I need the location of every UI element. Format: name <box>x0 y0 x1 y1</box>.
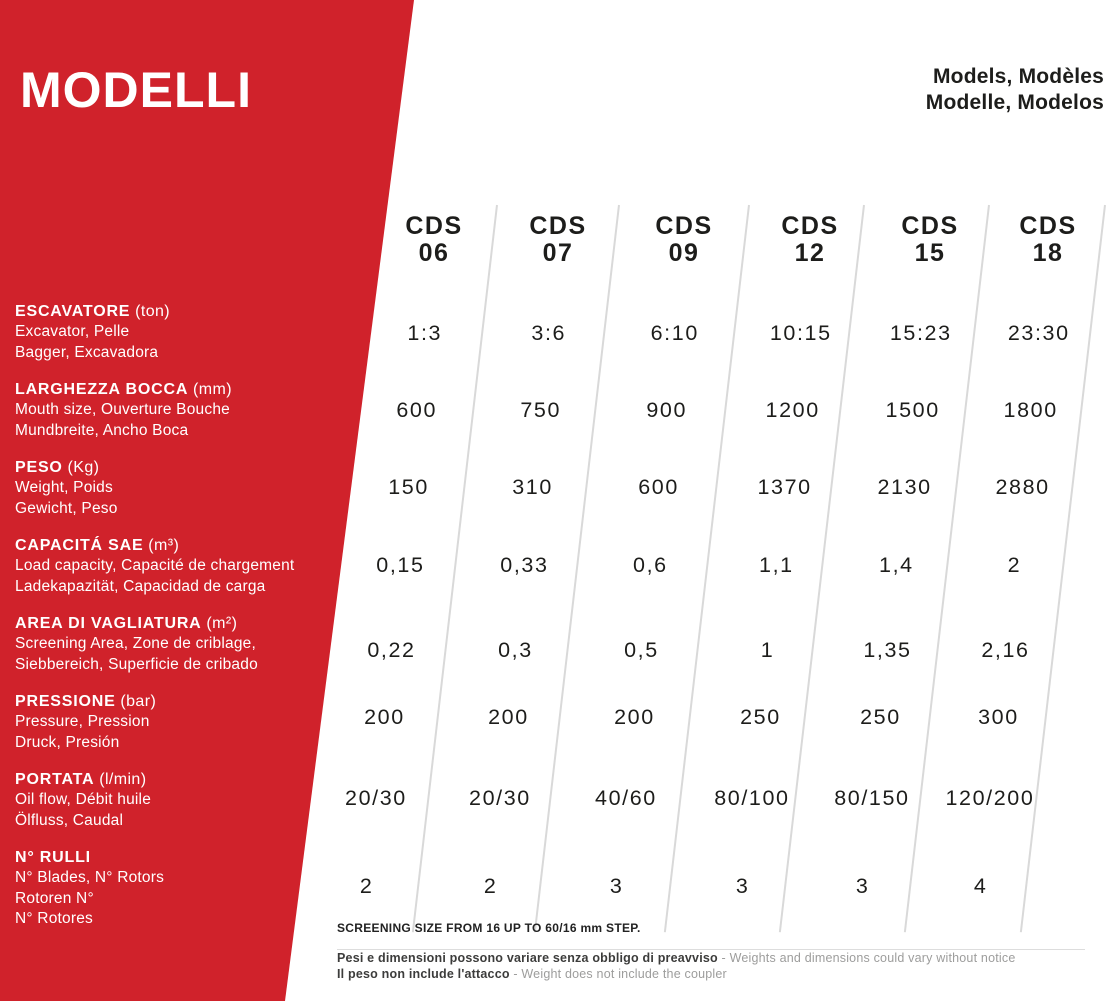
column-header-series: CDS <box>655 212 713 240</box>
table-cell: 3 <box>855 874 870 898</box>
table-cell: 2 <box>1007 553 1022 577</box>
table-cell: 1,1 <box>759 553 794 577</box>
table-cell: 20/30 <box>469 786 531 810</box>
row-label <box>15 613 360 675</box>
table-cell: 1800 <box>1003 398 1058 422</box>
row-label-name: N° RULLI <box>15 849 91 866</box>
row-label-unit: (m³) <box>143 537 180 554</box>
column-header-model: 06 <box>418 239 450 267</box>
row-label-unit: (ton) <box>130 303 171 320</box>
row-label-translation: Weight, Poids <box>15 479 113 496</box>
table-cell: 2880 <box>995 475 1050 499</box>
row-label-translation: Ölfluss, Caudal <box>15 811 124 829</box>
table-cell: 250 <box>860 705 901 729</box>
table-cell: 2 <box>359 874 374 898</box>
row-label <box>15 379 360 441</box>
column-header-model: 12 <box>794 239 826 267</box>
column-header-model: 09 <box>668 239 700 267</box>
table-cell: 200 <box>364 705 405 729</box>
table-cell: 200 <box>614 705 655 729</box>
row-label-translation: Mundbreite, Ancho Boca <box>15 421 189 439</box>
table-cell: 1:3 <box>407 321 443 345</box>
row-label-unit: (m²) <box>201 615 238 632</box>
table-cell: 1500 <box>885 398 940 422</box>
table-cell: 20/30 <box>345 786 407 810</box>
footer-note-weights <box>337 951 1016 967</box>
footer-note-weights-it: Pesi e dimensioni possono variare senza obbligo di preavviso <box>337 951 718 965</box>
row-label-name: PESO <box>15 459 63 476</box>
row-label-unit: (Kg) <box>62 459 100 476</box>
row-label-unit: (mm) <box>188 381 232 398</box>
row-label-title <box>15 301 360 322</box>
subtitle-line-1: Models, Modèles <box>932 65 1104 88</box>
table-cell: 750 <box>520 398 561 422</box>
row-label-translation: Gewicht, Peso <box>15 499 118 517</box>
table-cell: 0,3 <box>498 638 533 662</box>
table-cell: 250 <box>740 705 781 729</box>
table-cell: 3 <box>609 874 624 898</box>
table-cell: 300 <box>978 705 1019 729</box>
footer-note-weights-en: - Weights and dimensions could vary without notice <box>717 951 1016 965</box>
row-label-translation: Bagger, Excavadora <box>15 343 159 361</box>
row-label-name: PORTATA <box>15 771 95 788</box>
row-label-unit: (l/min) <box>94 771 147 788</box>
table-cell: 2 <box>483 874 498 898</box>
column-header-model: 07 <box>542 239 574 267</box>
footer-note-coupler <box>337 967 1016 983</box>
table-cell: 2130 <box>877 475 932 499</box>
table-cell: 310 <box>512 475 553 499</box>
row-label-name: AREA DI VAGLIATURA <box>15 615 202 632</box>
row-label-translation: Load capacity, Capacité de chargement <box>15 557 295 574</box>
column-header <box>748 213 872 267</box>
column-header <box>372 213 496 267</box>
page-subtitle <box>926 64 1104 116</box>
subtitle-line-2: Modelle, Modelos <box>925 91 1104 114</box>
table-cell: 200 <box>488 705 529 729</box>
column-header <box>868 213 992 267</box>
row-label <box>15 769 360 831</box>
footer-note-coupler-it: Il peso non include l'attacco <box>337 966 510 981</box>
table-cell: 40/60 <box>595 786 657 810</box>
column-header <box>496 213 620 267</box>
footer-note-coupler-en: - Weight does not include the coupler <box>509 966 727 981</box>
row-label-title <box>15 613 360 634</box>
table-cell: 1200 <box>765 398 820 422</box>
column-header <box>622 213 746 267</box>
row-label-name: ESCAVATORE <box>15 303 131 320</box>
table-cell: 150 <box>388 475 429 499</box>
row-label-translation: Siebbereich, Superficie de cribado <box>15 655 258 673</box>
row-label-translation: Rotoren N° <box>15 889 94 907</box>
row-label-unit: (bar) <box>115 693 157 710</box>
table-cell: 23:30 <box>1007 321 1070 345</box>
column-header <box>986 213 1109 267</box>
table-cell: 0,6 <box>633 553 668 577</box>
row-label-name: CAPACITÁ SAE <box>15 537 144 554</box>
row-label-translation: Screening Area, Zone de criblage, <box>15 635 256 652</box>
row-label-title <box>15 535 360 556</box>
column-header-model: 18 <box>1032 239 1064 267</box>
footer-divider-line <box>337 949 1085 950</box>
row-label-translation: Druck, Presión <box>15 733 120 751</box>
table-cell: 600 <box>396 398 437 422</box>
row-label-translation: Ladekapazität, Capacidad de carga <box>15 577 266 595</box>
row-label-translation: Excavator, Pelle <box>15 323 130 340</box>
column-header-model: 15 <box>914 239 946 267</box>
row-label-translation: N° Rotores <box>15 910 93 927</box>
screening-size-note: SCREENING SIZE FROM 16 UP TO 60/16 mm STEP. <box>337 921 641 935</box>
table-cell: 10:15 <box>769 321 832 345</box>
table-cell: 1 <box>760 638 775 662</box>
table-cell: 2,16 <box>981 638 1030 662</box>
table-cell: 4 <box>973 874 988 898</box>
row-label-translation: Oil flow, Débit huile <box>15 791 152 808</box>
row-label <box>15 457 360 519</box>
column-header-series: CDS <box>781 212 839 240</box>
table-cell: 1,35 <box>863 638 912 662</box>
footer-notes <box>337 951 1016 982</box>
row-label-title <box>15 769 360 790</box>
table-cell: 1370 <box>757 475 812 499</box>
table-cell: 0,22 <box>367 638 416 662</box>
row-label-title <box>15 457 360 478</box>
row-label <box>15 535 360 597</box>
table-cell: 600 <box>638 475 679 499</box>
table-cell: 120/200 <box>945 786 1035 810</box>
row-label-translation: Mouth size, Ouverture Bouche <box>15 401 230 418</box>
column-header-series: CDS <box>405 212 463 240</box>
table-cell: 900 <box>646 398 687 422</box>
table-cell: 15:23 <box>889 321 952 345</box>
table-cell: 1,4 <box>879 553 914 577</box>
table-cell: 0,33 <box>500 553 549 577</box>
column-header-series: CDS <box>529 212 587 240</box>
row-label-title <box>15 379 360 400</box>
row-label-title <box>15 847 360 868</box>
row-label <box>15 691 360 753</box>
table-cell: 0,15 <box>376 553 425 577</box>
table-cell: 6:10 <box>650 321 699 345</box>
table-cell: 3:6 <box>531 321 567 345</box>
row-label-title <box>15 691 360 712</box>
column-header-series: CDS <box>1019 212 1077 240</box>
table-cell: 3 <box>735 874 750 898</box>
row-label-name: PRESSIONE <box>15 693 116 710</box>
row-label-name: LARGHEZZA BOCCA <box>15 381 189 398</box>
page-title: MODELLI <box>20 62 252 118</box>
column-header-series: CDS <box>901 212 959 240</box>
row-label-translation: N° Blades, N° Rotors <box>15 869 165 886</box>
table-cell: 0,5 <box>624 638 659 662</box>
table-cell: 80/150 <box>834 786 910 810</box>
row-label-translation: Pressure, Pression <box>15 713 150 730</box>
table-cell: 80/100 <box>714 786 790 810</box>
row-label <box>15 301 360 363</box>
